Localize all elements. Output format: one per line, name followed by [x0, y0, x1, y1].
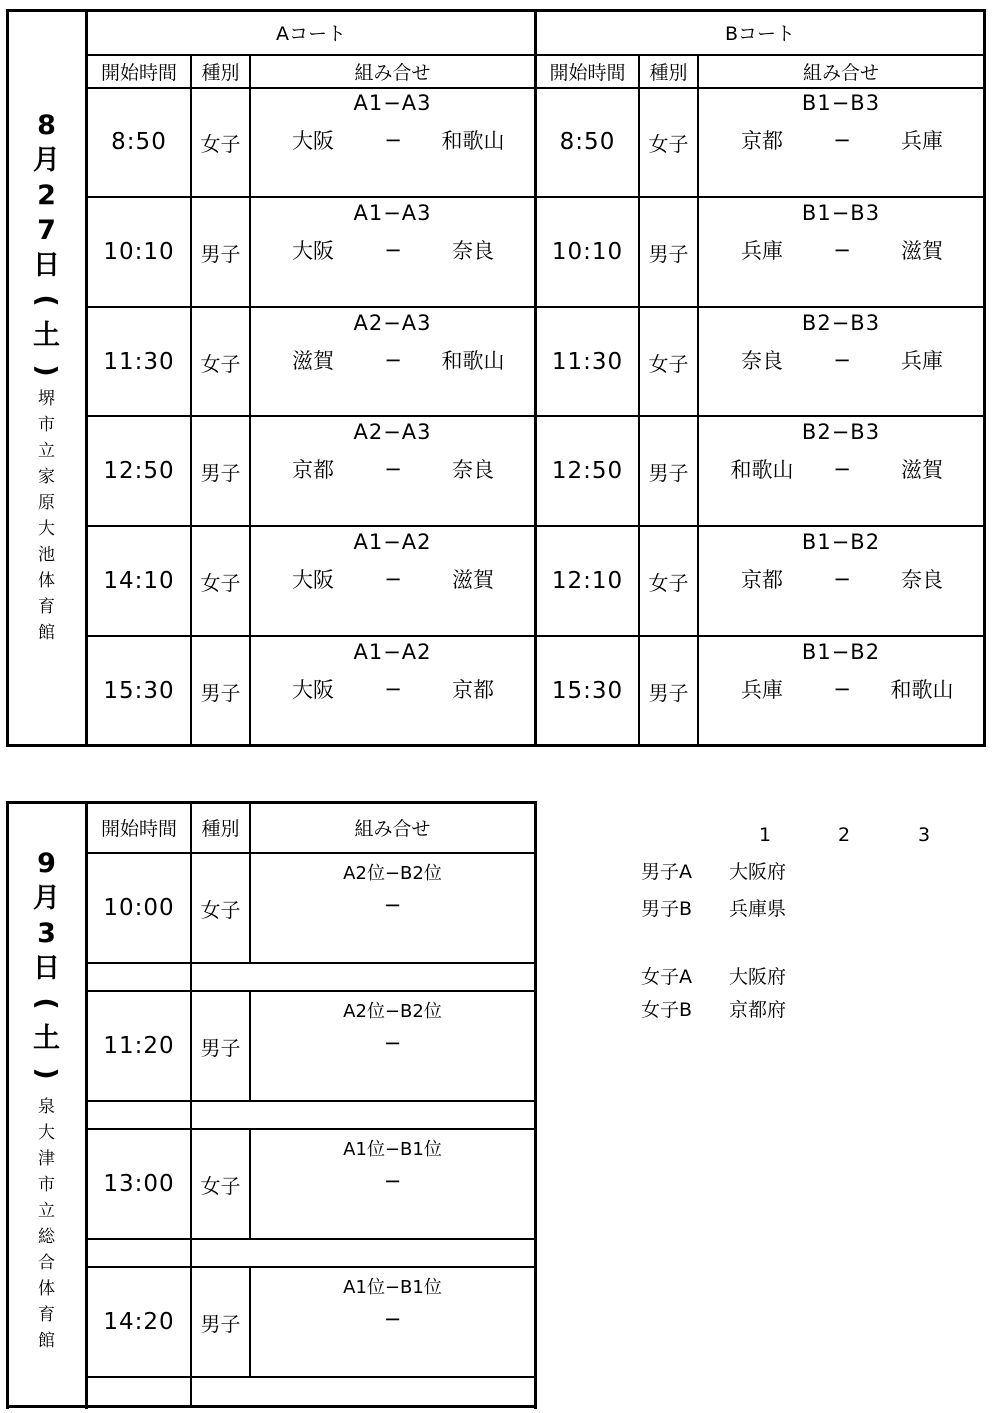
venue-char: 大 — [38, 519, 55, 539]
court-b-title: Bコート — [724, 23, 796, 45]
versus-dash: − — [833, 677, 851, 701]
result-first: 京都府 — [729, 999, 787, 1021]
header-start-time: 開始時間 — [549, 62, 626, 84]
versus-dash: − — [384, 128, 402, 152]
venue-char: 館 — [38, 623, 55, 643]
team-2: 和歌山 — [441, 349, 505, 373]
team-2: 兵庫 — [901, 129, 943, 153]
category: 女子 — [200, 570, 241, 595]
versus-dash: − — [833, 238, 851, 262]
date-char: 9 — [37, 848, 56, 879]
venue-char: 合 — [38, 1253, 55, 1273]
venue-char: 総 — [38, 1227, 55, 1247]
match-code: A1−A3 — [353, 201, 432, 225]
result-label: 女子A — [641, 966, 692, 988]
header-kind: 種別 — [649, 62, 688, 84]
venue-char: 家 — [38, 467, 55, 487]
start-time: 11:20 — [103, 1033, 175, 1059]
category: 男子 — [200, 241, 241, 266]
start-time: 12:50 — [103, 458, 175, 484]
category: 女子 — [648, 570, 689, 595]
category: 男子 — [200, 460, 241, 485]
venue-char: 大 — [38, 1123, 55, 1143]
team-1: 京都 — [292, 458, 334, 482]
date-char: 2 — [37, 180, 56, 211]
team-2: 奈良 — [452, 458, 494, 482]
versus-dash: − — [384, 238, 402, 262]
header-match: 組み合せ — [354, 62, 431, 84]
category: 女子 — [200, 1173, 241, 1198]
team-1: 大阪 — [292, 568, 334, 592]
versus-dash: − — [833, 567, 851, 591]
result-first: 大阪府 — [729, 966, 787, 988]
match-code: B1−B3 — [801, 201, 881, 225]
team-1: 京都 — [741, 568, 783, 592]
team-2: 和歌山 — [890, 678, 954, 702]
result-header-2: 2 — [837, 824, 851, 846]
team-2: 奈良 — [901, 568, 943, 592]
start-time: 10:10 — [551, 239, 624, 265]
venue-char: 市 — [38, 415, 55, 435]
team-2: 滋賀 — [901, 239, 943, 263]
court-a-title: Aコート — [276, 23, 346, 45]
result-first: 兵庫県 — [729, 898, 787, 920]
category: 男子 — [200, 1035, 241, 1060]
start-time: 15:30 — [103, 678, 175, 704]
date-char: ( — [31, 997, 62, 1010]
date-char: 月 — [33, 145, 60, 176]
team-1: 大阪 — [292, 239, 334, 263]
category: 女子 — [200, 897, 241, 922]
venue-char: 原 — [38, 493, 55, 513]
category: 男子 — [648, 460, 689, 485]
match-code: A2−A3 — [353, 311, 432, 335]
date-char: ) — [31, 1067, 62, 1080]
category: 男子 — [200, 680, 241, 705]
venue-char: 泉 — [38, 1097, 55, 1117]
venue-char: 立 — [38, 1201, 55, 1221]
venue-char: 体 — [38, 1279, 55, 1299]
category: 男子 — [200, 1311, 241, 1336]
date-char: 8 — [37, 110, 56, 141]
result-label: 男子B — [641, 898, 693, 920]
match-code: A1位−B1位 — [343, 1139, 442, 1160]
date-char: 3 — [37, 918, 56, 949]
versus-dash: − — [383, 1031, 402, 1055]
header-start-time: 開始時間 — [100, 817, 177, 840]
venue-char: 市 — [38, 1175, 55, 1195]
match-code: A2位−B2位 — [343, 1001, 442, 1022]
venue-label-sep3 — [8, 1094, 85, 1354]
versus-dash: − — [383, 1307, 402, 1331]
versus-dash: − — [833, 348, 851, 372]
header-kind: 種別 — [201, 62, 240, 84]
date-char: 日 — [33, 953, 60, 984]
venue-char: 津 — [38, 1149, 55, 1169]
date-char: ) — [31, 364, 62, 377]
match-code: B1−B2 — [801, 530, 881, 554]
category: 男子 — [648, 241, 689, 266]
team-1: 奈良 — [741, 349, 783, 373]
match-code: B1−B3 — [801, 91, 881, 115]
team-2: 奈良 — [452, 239, 494, 263]
result-label: 男子A — [641, 861, 692, 883]
team-2: 京都 — [452, 678, 494, 702]
match-code: A1−A3 — [353, 91, 432, 115]
venue-char: 育 — [38, 597, 55, 617]
date-char: ( — [31, 294, 62, 307]
header-match: 組み合せ — [354, 817, 431, 840]
date-char: 土 — [33, 1023, 60, 1054]
venue-char: 池 — [38, 545, 55, 565]
versus-dash: − — [384, 567, 402, 591]
venue-char: 堺 — [38, 389, 55, 409]
start-time: 11:30 — [551, 349, 624, 375]
date-char: 7 — [37, 215, 56, 246]
team-1: 兵庫 — [741, 678, 783, 702]
match-code: B2−B3 — [801, 311, 881, 335]
match-code: B1−B2 — [801, 640, 881, 664]
start-time: 15:30 — [551, 678, 624, 704]
header-match: 組み合せ — [802, 62, 879, 84]
start-time: 10:00 — [103, 895, 175, 921]
venue-char: 館 — [38, 1331, 55, 1351]
category: 女子 — [200, 131, 241, 156]
team-1: 和歌山 — [730, 458, 794, 482]
versus-dash: − — [383, 1169, 402, 1193]
result-header-1: 1 — [758, 824, 772, 846]
team-1: 京都 — [741, 129, 783, 153]
category: 女子 — [200, 351, 241, 376]
match-code: A1位−B1位 — [343, 1277, 442, 1298]
match-code: A2−A3 — [353, 420, 432, 444]
header-kind: 種別 — [201, 817, 240, 840]
category: 女子 — [648, 351, 689, 376]
team-1: 滋賀 — [292, 349, 334, 373]
venue-label-aug27 — [8, 386, 85, 646]
start-time: 14:10 — [103, 568, 175, 594]
team-2: 滋賀 — [452, 568, 494, 592]
team-2: 滋賀 — [901, 458, 943, 482]
date-char: 月 — [33, 883, 60, 914]
date-label-aug27 — [8, 108, 85, 388]
match-code: A1−A2 — [353, 530, 432, 554]
team-1: 兵庫 — [741, 239, 783, 263]
team-1: 大阪 — [292, 129, 334, 153]
start-time: 14:20 — [103, 1309, 175, 1335]
start-time: 12:50 — [551, 458, 624, 484]
date-char: 土 — [33, 320, 60, 351]
venue-char: 体 — [38, 571, 55, 591]
date-label-sep3 — [8, 846, 85, 1091]
match-code: A1−A2 — [353, 640, 432, 664]
versus-dash: − — [833, 457, 851, 481]
venue-char: 立 — [38, 441, 55, 461]
start-time: 10:10 — [103, 239, 175, 265]
result-label: 女子B — [641, 999, 693, 1021]
team-2: 和歌山 — [441, 129, 505, 153]
versus-dash: − — [384, 677, 402, 701]
match-code: B2−B3 — [801, 420, 881, 444]
team-2: 兵庫 — [901, 349, 943, 373]
match-code: A2位−B2位 — [343, 863, 442, 884]
start-time: 11:30 — [103, 349, 175, 375]
venue-char: 育 — [38, 1305, 55, 1325]
date-char: 日 — [33, 250, 60, 281]
result-first: 大阪府 — [729, 861, 787, 883]
header-start-time: 開始時間 — [100, 62, 177, 84]
start-time: 12:10 — [551, 568, 624, 594]
versus-dash: − — [383, 893, 402, 917]
result-header-3: 3 — [917, 824, 931, 846]
versus-dash: − — [833, 128, 851, 152]
start-time: 8:50 — [111, 129, 167, 155]
category: 男子 — [648, 680, 689, 705]
start-time: 13:00 — [103, 1171, 175, 1197]
versus-dash: − — [384, 348, 402, 372]
versus-dash: − — [384, 457, 402, 481]
category: 女子 — [648, 131, 689, 156]
start-time: 8:50 — [559, 129, 616, 155]
team-1: 大阪 — [292, 678, 334, 702]
